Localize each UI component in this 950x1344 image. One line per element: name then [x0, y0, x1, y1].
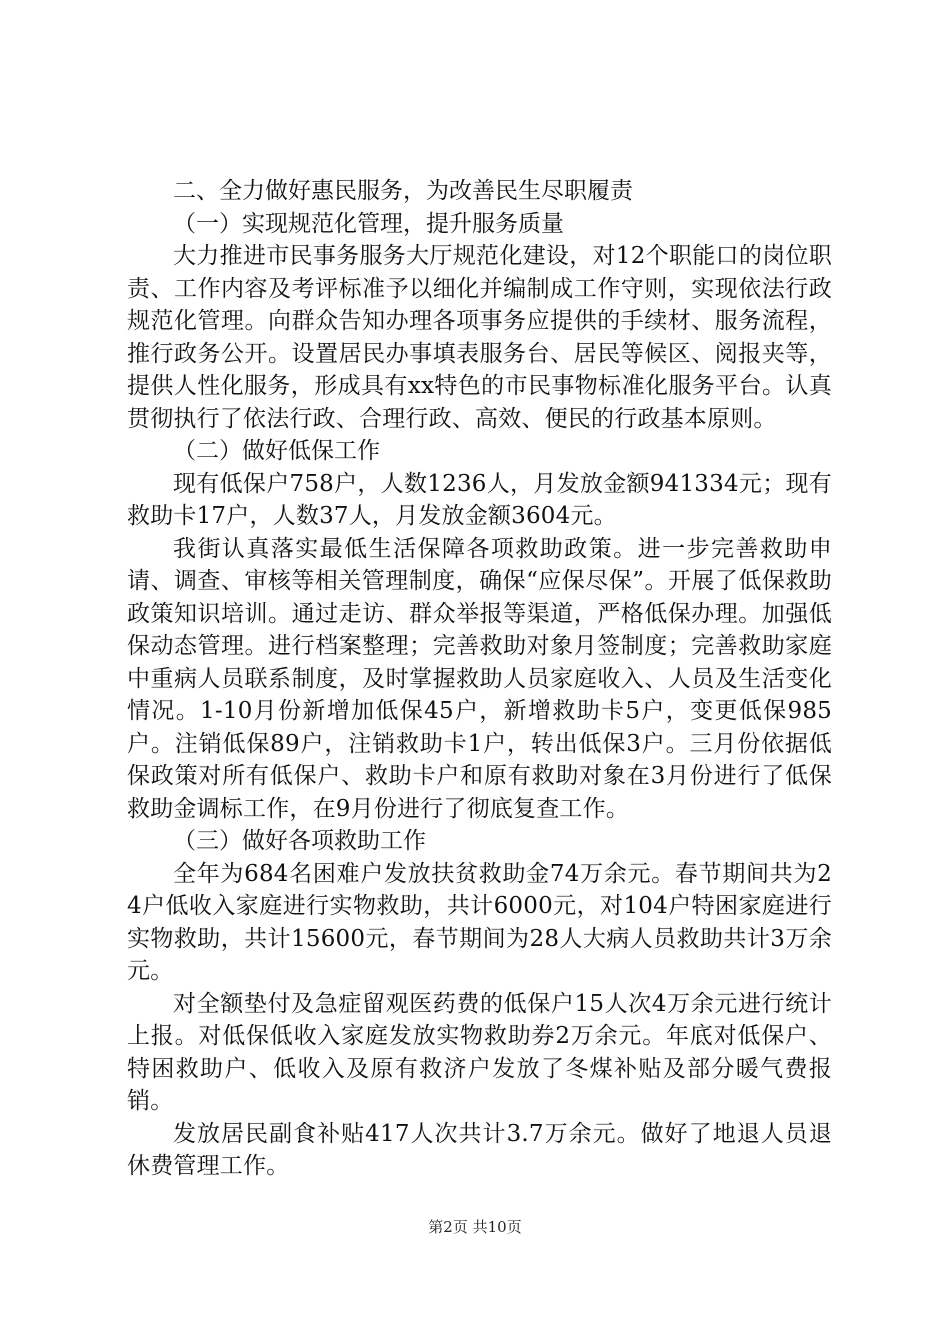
- paragraph: 现有低保户758户，人数1236人，月发放金额941334元；现有救助卡17户，人数37人，月发放金额3604元。: [127, 470, 832, 529]
- paragraph: 大力推进市民事务服务大厅规范化建设，对12个职能口的岗位职责、工作内容及考评标准予以细化并编制成工作守则，实现依法行政规范化管理。向群众告知办理各项事务应提供的手续材、服务流程，推行政务公开。设置居民办事填表服务台、居民等候区、阅报夹等，提供人性化服务，形成具有xx特色的市民事物标准化服务平台。认真贯彻执行了依法行政、合理行政、高效、便民的行政基本原则。: [127, 243, 832, 432]
- paragraph: 全年为684名困难户发放扶贫救助金74万余元。春节期间共为24户低收入家庭进行实物救助，共计6000元，对104户特困家庭进行实物救助，共计15600元，春节期间为28人大病人员救助共计3万余元。: [127, 860, 832, 984]
- paragraph: 发放居民副食补贴417人次共计3.7万余元。做好了地退人员退休费管理工作。: [127, 1120, 832, 1179]
- section-title: 二、全力做好惠民服务，为改善民生尽职履责: [173, 178, 633, 204]
- paragraph: 我街认真落实最低生活保障各项救助政策。进一步完善救助申请、调查、审核等相关管理制度，确保“应保尽保”。开展了低保救助政策知识培训。通过走访、群众举报等渠道，严格低保办理。加强低保动态管理。进行档案整理；完善救助对象月签制度；完善救助家庭中重病人员联系制度，及时掌握救助人员家庭收入、人员及生活变化情况。1-10月份新增加低保45户，新增救助卡5户，变更低保985户。注销低保89户，注销救助卡1户，转出低保3户。三月份依据低保政策对所有低保户、救助卡户和原有救助对象在3月份进行了低保救助金调标工作，在9月份进行了彻底复查工作。: [127, 535, 832, 822]
- subsection-title-1: （一）实现规范化管理，提升服务质量: [173, 210, 564, 237]
- document-body: [127, 175, 832, 1183]
- subsection-title-2: （二）做好低保工作: [173, 438, 380, 464]
- page-number-footer: 第2页 共10页: [428, 1218, 522, 1236]
- subsection-title-3: （三）做好各项救助工作: [173, 828, 426, 854]
- paragraph: 对全额垫付及急症留观医药费的低保户15人次4万余元进行统计上报。对低保低收入家庭发放实物救助券2万余元。年底对低保户、特困救助户、低收入及原有救济户发放了冬煤补贴及部分暖气费报销。: [127, 990, 832, 1114]
